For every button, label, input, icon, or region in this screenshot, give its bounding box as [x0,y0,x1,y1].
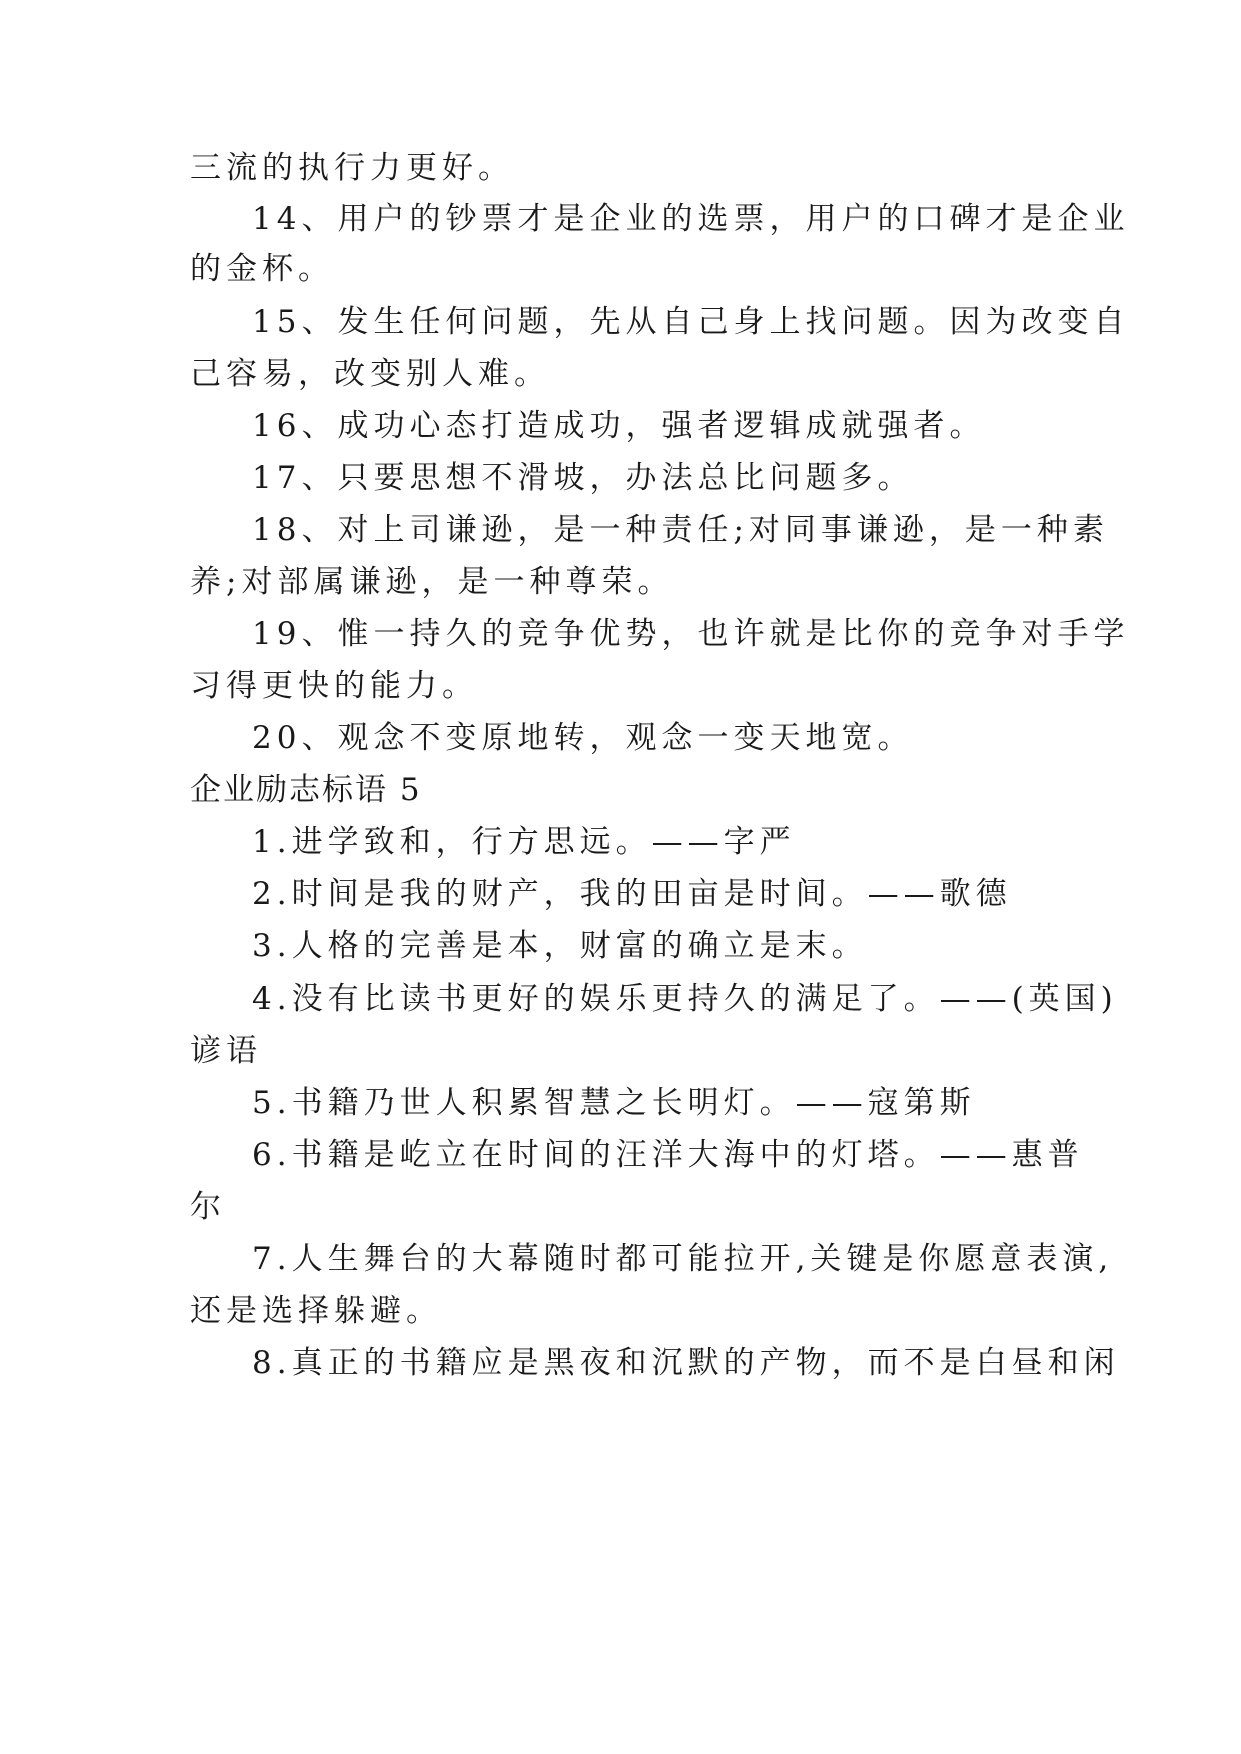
text-line: 己容易，改变别人难。 [190,356,550,392]
text-line: 19、惟一持久的竞争优势，也许就是比你的竞争对手学 [252,616,1130,652]
text-line: 5.书籍乃世人积累智慧之长明灯。——寇第斯 [252,1085,976,1121]
text-line: 3.人格的完善是本，财富的确立是末。 [252,928,868,964]
text-line: 谚语 [190,1033,262,1069]
text-line: 20、观念不变原地转，观念一变天地宽。 [252,720,914,756]
text-line: 三流的执行力更好。 [190,150,514,186]
text-line: 1.进学致和，行方思远。——字严 [252,824,796,860]
text-line: 14、用户的钞票才是企业的选票，用户的口碑才是企业 [252,201,1130,237]
text-line: 4.没有比读书更好的娱乐更持久的满足了。——(英国) [252,981,1118,1017]
text-line: 习得更快的能力。 [190,668,478,704]
text-line: 15、发生任何问题，先从自己身上找问题。因为改变自 [252,304,1130,340]
text-line: 17、只要思想不滑坡，办法总比问题多。 [252,460,914,496]
text-line: 7.人生舞台的大幕随时都可能拉开,关键是你愿意表演, [252,1241,1114,1277]
text-line: 8.真正的书籍应是黑夜和沉默的产物，而不是白昼和闲 [252,1345,1120,1381]
text-line: 16、成功心态打造成功，强者逻辑成就强者。 [252,408,986,444]
text-line: 2.时间是我的财产，我的田亩是时间。——歌德 [252,876,1012,912]
text-line: 还是选择躲避。 [190,1293,442,1329]
text-line: 18、对上司谦逊，是一种责任;对同事谦逊，是一种素 [252,512,1109,548]
section-heading: 企业励志标语 5 [190,772,422,808]
text-line: 6.书籍是屹立在时间的汪洋大海中的灯塔。——惠普 [252,1137,1084,1173]
text-line: 的金杯。 [190,251,334,287]
text-line: 养;对部属谦逊，是一种尊荣。 [190,564,674,600]
text-line: 尔 [190,1189,226,1225]
